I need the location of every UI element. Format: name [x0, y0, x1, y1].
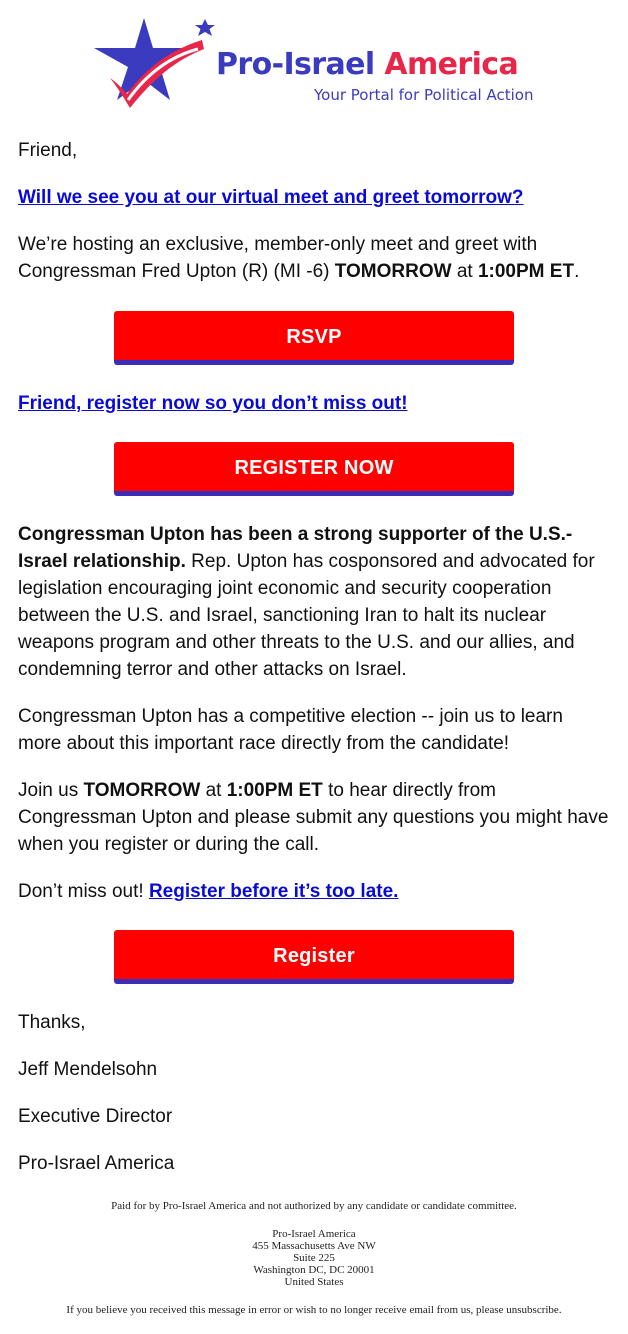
join-tomorrow: TOMORROW [83, 780, 201, 801]
greeting: Friend, [18, 140, 78, 161]
footer-address-line: 455 Massachusetts Ave NW [252, 1240, 376, 1252]
star-check-logo-icon [92, 16, 224, 120]
footer-unsubscribe[interactable]: If you believe you received this message in error or wish to no longer receive email from us, please unsubscribe. [66, 1304, 562, 1316]
competitive-paragraph: Congressman Upton has a competitive election -- join us to learn more about this important race directly from the candidate! [18, 706, 563, 754]
intro-period: . [574, 261, 580, 282]
signoff-name: Jeff Mendelsohn [18, 1059, 158, 1080]
dont-miss-text: Don’t miss out! [18, 881, 149, 902]
brand-name-part2: America [384, 47, 519, 82]
intro-text: We’re hosting an exclusive, member-only meet and greet with Congressman Fred Upton (R) (MI -6) [18, 234, 538, 282]
footer-address-line: Washington DC, DC 20001 [253, 1264, 375, 1276]
email-footer [0, 1200, 628, 1316]
brand-name [216, 47, 519, 82]
footer-address-line: United States [284, 1276, 344, 1288]
headline-paragraph [18, 184, 610, 211]
support-paragraph [18, 521, 610, 683]
join-paragraph [18, 777, 610, 858]
intro-at: at [451, 261, 478, 282]
footer-address-line: Suite 225 [293, 1252, 335, 1264]
register-button[interactable]: Register [114, 930, 514, 984]
register-before-link[interactable]: Register before it’s too late. [148, 881, 399, 902]
rsvp-button[interactable]: RSVP [114, 311, 514, 365]
register-paragraph [18, 390, 610, 417]
join-text: Join us [18, 780, 84, 801]
join-at: at [200, 780, 227, 801]
intro-tomorrow: TOMORROW [334, 261, 452, 282]
intro-paragraph [18, 231, 610, 285]
email-header [0, 0, 628, 128]
join-rest: to hear directly from Congressman Upton and please submit any questions you might have when you register or during the call. [18, 780, 609, 855]
headline-link[interactable]: Will we see you at our virtual meet and greet tomorrow? [18, 187, 524, 208]
intro-time: 1:00PM ET [477, 261, 575, 282]
dont-miss-paragraph [18, 878, 610, 905]
footer-address-line: Pro-Israel America [272, 1228, 356, 1240]
brand-tagline: Your Portal for Political Action [314, 86, 534, 104]
signoff-org: Pro-Israel America [18, 1153, 175, 1174]
support-bold: Congressman Upton has been a strong supporter of the U.S.-Israel relationship. [18, 524, 573, 572]
footer-disclaimer: Paid for by Pro-Israel America and not authorized by any candidate or candidate committee. [111, 1200, 517, 1212]
support-text: Rep. Upton has cosponsored and advocated for legislation encouraging joint economic and security cooperation between the U.S. and Israel, sanctioning Iran to halt its nuclear weapons program and other threats to the U.S. and our allies, and condemning terror and other attacks on Israel. [18, 551, 595, 680]
signoff-title: Executive Director [18, 1106, 173, 1127]
register-now-button[interactable]: REGISTER NOW [114, 442, 514, 496]
join-time: 1:00PM ET [226, 780, 323, 801]
email-body [0, 137, 628, 1177]
footer-address [0, 1228, 628, 1288]
register-now-link[interactable]: Friend, register now so you don’t miss out! [18, 393, 408, 414]
brand-name-part1: Pro-Israel [216, 47, 375, 82]
signoff-thanks: Thanks, [18, 1012, 86, 1033]
